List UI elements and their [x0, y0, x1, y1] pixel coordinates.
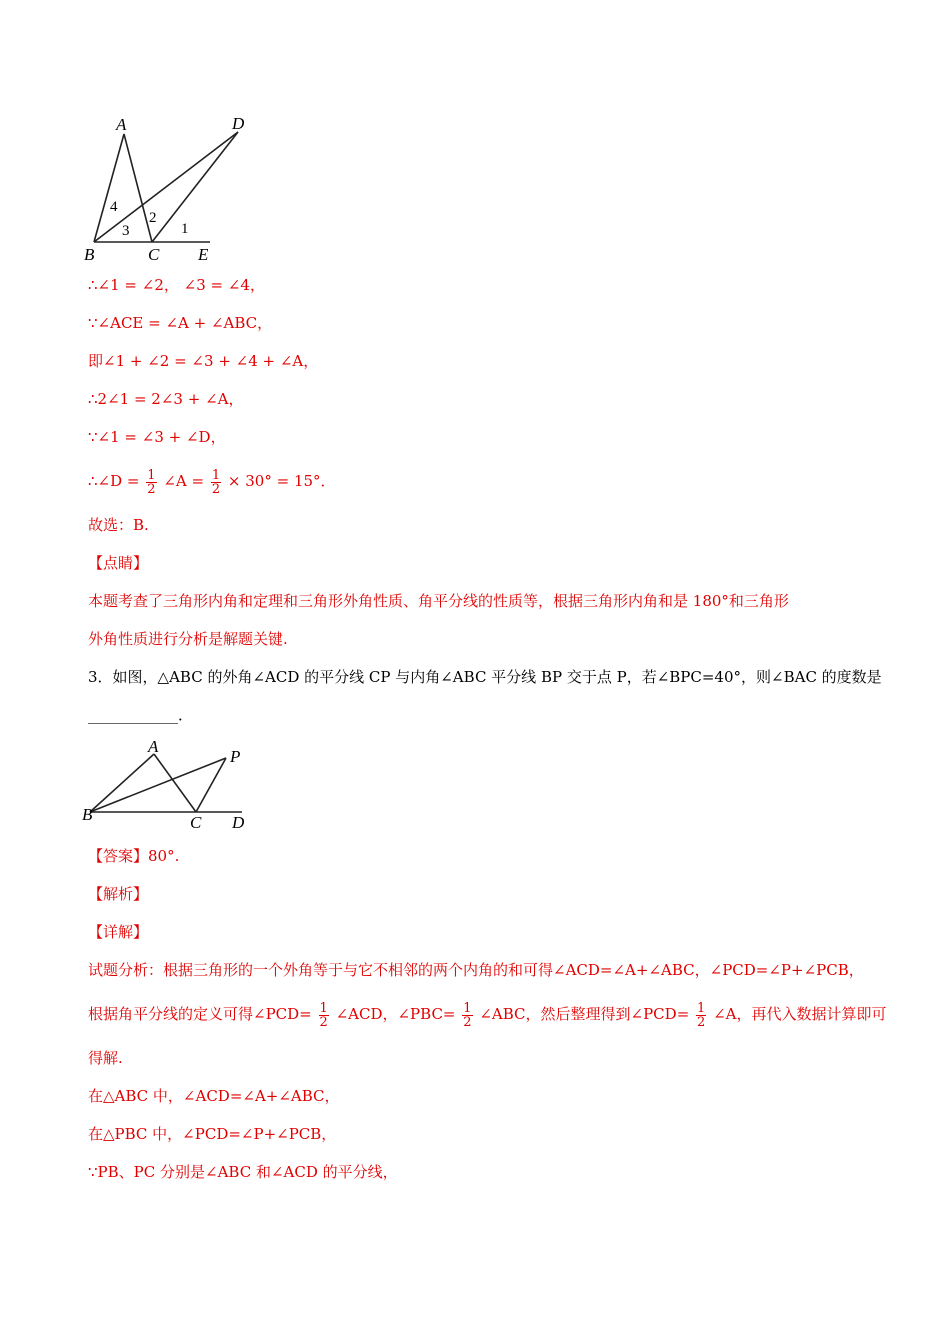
- label-p: P: [230, 747, 241, 766]
- label-c: C: [190, 813, 202, 832]
- fraction-numerator: 1: [319, 1000, 328, 1016]
- detail-text-5: 在△PBC 中，∠PCD=∠P+∠PCB，: [88, 1125, 337, 1143]
- detail-2-part-b: ∠ACD，∠PBC=: [335, 1005, 456, 1023]
- detail-text-3: 得解.: [88, 1049, 123, 1067]
- segment-ba: [90, 754, 154, 812]
- fraction-half: [319, 1002, 329, 1029]
- fraction-numerator: 1: [211, 467, 221, 483]
- label-a: A: [116, 115, 127, 134]
- step-double: ∴2∠1 = 2∠3 + ∠A，: [88, 390, 244, 408]
- label-angle-2: 2: [149, 210, 157, 226]
- detail-2-part-c: ∠ABC，然后整理得到∠PCD=: [479, 1005, 690, 1023]
- label-angle-3: 3: [122, 223, 130, 239]
- review-text-1: 本题考查了三角形内角和定理和三角形外角性质、角平分线的性质等，根据三角形内角和是 180°和三角形: [88, 592, 789, 610]
- segment-bd: [94, 132, 238, 242]
- label-c: C: [148, 245, 160, 264]
- step-exterior-angle: ∵∠ACE = ∠A + ∠ABC，: [88, 314, 273, 332]
- step-angle-d: ∵∠1 = ∠3 + ∠D，: [88, 428, 226, 446]
- result-part-c: × 30° = 15°．: [227, 472, 336, 490]
- fraction-numerator: 1: [147, 467, 156, 483]
- question-3-text: 3．如图，△ABC 的外角∠ACD 的平分线 CP 与内角∠ABC 平分线 BP 交于点 P，若∠BPC=40°，则∠BAC 的度数是: [88, 668, 882, 686]
- label-d: D: [232, 813, 245, 832]
- label-b: B: [84, 245, 95, 264]
- label-d: D: [232, 114, 245, 133]
- detail-text-6: ∵PB、PC 分别是∠ABC 和∠ACD 的平分线，: [88, 1163, 398, 1181]
- fraction-numerator: 1: [463, 1000, 472, 1016]
- label-angle-1: 1: [181, 221, 189, 237]
- figure-triangle-bisectors: [80, 112, 260, 267]
- segment-bp: [90, 758, 226, 812]
- answer-blank: ____________．: [88, 706, 194, 724]
- label-e: E: [198, 245, 209, 264]
- detail-text-2: [88, 997, 887, 1031]
- segment-ab: [94, 134, 124, 242]
- label-b: B: [82, 805, 93, 824]
- fraction-numerator: 1: [697, 1000, 706, 1016]
- label-angle-4: 4: [110, 199, 118, 215]
- detail-text-4: 在△ABC 中，∠ACD=∠A+∠ABC，: [88, 1087, 340, 1105]
- choice-line: 故选：B.: [88, 516, 149, 534]
- fraction-denominator: 2: [463, 1014, 472, 1030]
- analysis-heading: 【解析】: [88, 885, 149, 903]
- fraction-denominator: 2: [211, 481, 221, 497]
- figure-bisector-intersection: [80, 738, 255, 834]
- step-therefore-angles: ∴∠1 = ∠2， ∠3 = ∠4，: [88, 276, 265, 294]
- review-text-2: 外角性质进行分析是解题关键.: [88, 630, 288, 648]
- step-substitute: 即∠1 + ∠2 = ∠3 + ∠4 + ∠A，: [88, 352, 319, 370]
- step-result: [88, 462, 336, 500]
- detail-2-part-d: ∠A，再代入数据计算即可: [713, 1005, 887, 1023]
- label-a: A: [148, 738, 159, 756]
- segment-cp: [196, 758, 226, 812]
- fraction-half-1: [146, 469, 156, 496]
- fraction-half: [462, 1002, 472, 1029]
- fraction-denominator: 2: [147, 481, 156, 497]
- result-part-a: ∴∠D =: [88, 472, 140, 490]
- answer-line: 【答案】80°.: [88, 847, 180, 865]
- segment-ac: [154, 754, 196, 812]
- fraction-denominator: 2: [319, 1014, 328, 1030]
- detail-text-1: 试题分析：根据三角形的一个外角等于与它不相邻的两个内角的和可得∠ACD=∠A+∠ABC，∠PCD=∠P+∠PCB，: [88, 961, 864, 979]
- result-part-b: ∠A =: [163, 472, 205, 490]
- fraction-half-2: [211, 469, 221, 496]
- review-heading: 【点睛】: [88, 554, 149, 572]
- fraction-half: [696, 1002, 706, 1029]
- detail-heading: 【详解】: [88, 923, 149, 941]
- detail-2-part-a: 根据角平分线的定义可得∠PCD=: [88, 1005, 312, 1023]
- fraction-denominator: 2: [697, 1014, 706, 1030]
